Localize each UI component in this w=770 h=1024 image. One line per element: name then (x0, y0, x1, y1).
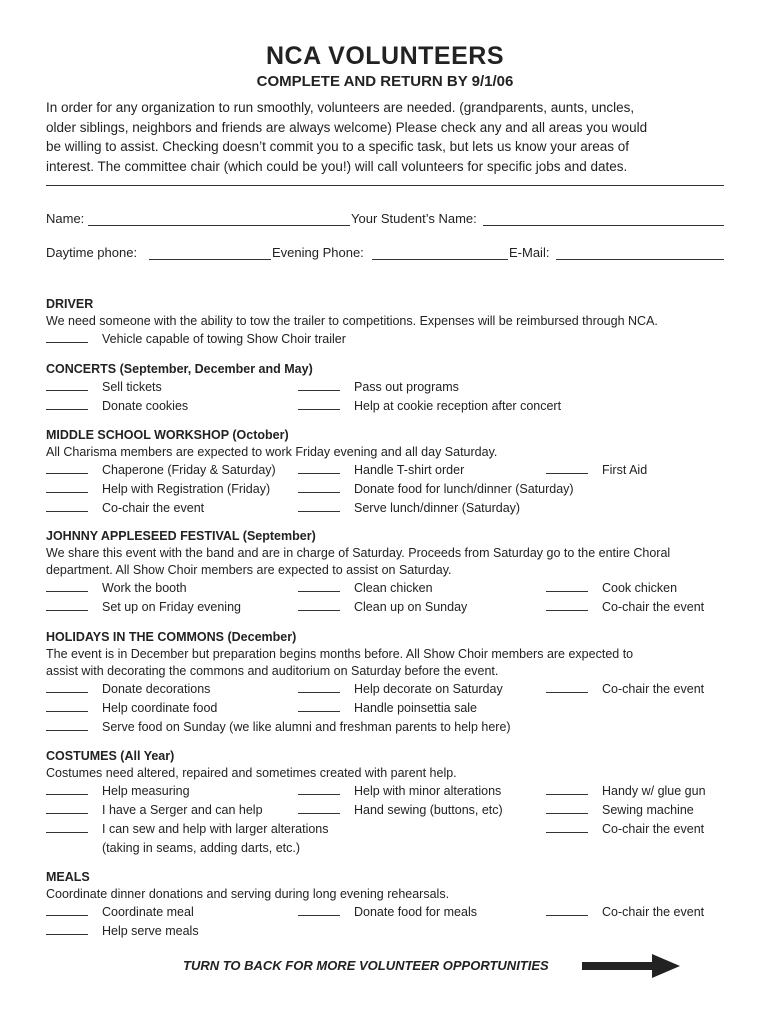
option-row (46, 718, 736, 737)
checkbox-line[interactable] (546, 782, 588, 795)
option-row (46, 903, 736, 922)
option-label: Help decorate on Saturday (354, 682, 503, 696)
checkbox-line[interactable] (546, 579, 588, 592)
option-label: Help serve meals (102, 924, 199, 938)
option-item[interactable] (46, 782, 190, 800)
option-item[interactable] (546, 579, 677, 597)
option-label: Clean up on Sunday (354, 600, 468, 614)
option-continuation: (taking in seams, adding darts, etc.) (102, 841, 301, 855)
option-label: Co-chair the event (102, 501, 205, 515)
option-label: Hand sewing (buttons, etc) (354, 803, 503, 817)
intro-paragraph (46, 98, 736, 176)
section-description: Costumes need altered, repaired and sometimes created with parent help. (46, 766, 457, 780)
checkbox-line[interactable] (46, 461, 88, 474)
option-item[interactable] (298, 699, 477, 717)
option-label: Help with minor alterations (354, 784, 502, 798)
option-label: Help coordinate food (102, 701, 218, 715)
section-concerts (46, 361, 736, 416)
right-arrow-icon (582, 954, 682, 983)
option-label: Chaperone (Friday & Saturday) (102, 463, 276, 477)
student-name-label: Your Student’s Name: (351, 211, 477, 226)
section-meals (46, 869, 736, 941)
checkbox-line[interactable] (298, 598, 340, 611)
option-item[interactable] (298, 598, 467, 616)
checkbox-line[interactable] (46, 699, 88, 712)
option-label: Help measuring (102, 784, 190, 798)
section-title: COSTUMES (All Year) (46, 749, 175, 763)
section-description: Coordinate dinner donations and serving during long evening rehearsals. (46, 887, 450, 901)
option-label: Serve food on Sunday (we like alumni and freshman parents to help here) (102, 720, 511, 734)
option-item[interactable] (298, 461, 464, 479)
section-description: department. All Show Choir members are expected to assist on Saturday. (46, 563, 452, 577)
option-label: Co-chair the event (602, 682, 705, 696)
checkbox-line[interactable] (546, 903, 588, 916)
section-title: JOHNNY APPLESEED FESTIVAL (September) (46, 529, 316, 543)
section-title: DRIVER (46, 297, 94, 311)
option-item[interactable] (46, 378, 162, 396)
evening-phone-label: Evening Phone: (272, 245, 364, 260)
option-label: Handle poinsettia sale (354, 701, 477, 715)
page-title: NCA VOLUNTEERS (265, 42, 505, 70)
intro-line: older siblings, neighbors and friends are always welcome) Please check any and all areas you would (46, 119, 648, 135)
option-label: Co-chair the event (602, 822, 705, 836)
checkbox-line[interactable] (46, 480, 88, 493)
checkbox-line[interactable] (298, 461, 340, 474)
page-subtitle: COMPLETE AND RETURN BY 9/1/06 (256, 73, 514, 90)
option-label: Handy w/ glue gun (602, 784, 706, 798)
checkbox-line[interactable] (298, 499, 340, 512)
checkbox-line[interactable] (46, 598, 88, 611)
option-label: Serve lunch/dinner (Saturday) (354, 501, 521, 515)
option-item[interactable] (46, 922, 199, 940)
option-row (46, 820, 736, 839)
section-description: We need someone with the ability to tow the trailer to competitions. Expenses will be reimbursed through NCA. (46, 314, 658, 328)
checkbox-line[interactable] (46, 801, 88, 814)
checkbox-line[interactable] (298, 579, 340, 592)
option-item[interactable] (546, 820, 704, 838)
option-label: Donate cookies (102, 399, 189, 413)
option-item[interactable] (46, 598, 241, 616)
option-label: I can sew and help with larger alterations (102, 822, 329, 836)
option-item[interactable] (46, 903, 194, 921)
checkbox-line[interactable] (546, 680, 588, 693)
section-driver (46, 296, 736, 349)
option-item[interactable] (46, 699, 217, 717)
section-middle-school-workshop (46, 427, 736, 518)
name-label: Name: (46, 211, 85, 226)
option-row (46, 782, 736, 801)
intro-line: interest. The committee chair (which could be you!) will call volunteers for specific jobs and dates. (46, 158, 628, 174)
option-item[interactable] (46, 397, 188, 415)
option-item[interactable] (298, 782, 501, 800)
section-johnny-appleseed (46, 528, 736, 617)
section-description: assist with decorating the commons and auditorium on Saturday before the event. (46, 664, 499, 678)
option-row (46, 598, 736, 617)
option-row (46, 680, 736, 699)
option-row (46, 801, 736, 820)
divider-line (46, 185, 724, 186)
name-field[interactable] (88, 225, 350, 226)
option-item[interactable] (46, 820, 329, 838)
checkbox-line[interactable] (298, 680, 340, 693)
email-field[interactable] (556, 259, 724, 260)
section-title: CONCERTS (September, December and May) (46, 362, 313, 376)
student-name-field[interactable] (483, 225, 724, 226)
checkbox-line[interactable] (46, 820, 88, 833)
option-item[interactable] (46, 461, 276, 479)
section-title: HOLIDAYS IN THE COMMONS (December) (46, 630, 297, 644)
option-item[interactable] (298, 680, 503, 698)
option-row (46, 397, 736, 416)
option-label: Donate food for meals (354, 905, 477, 919)
checkbox-line[interactable] (46, 782, 88, 795)
option-label: Co-chair the event (602, 905, 705, 919)
checkbox-line[interactable] (298, 480, 340, 493)
option-label: Set up on Friday evening (102, 600, 241, 614)
checkbox-line[interactable] (46, 579, 88, 592)
checkbox-line[interactable] (46, 903, 88, 916)
option-item[interactable] (46, 330, 346, 348)
option-item[interactable] (546, 461, 647, 479)
option-row (46, 330, 736, 349)
phone-row (46, 245, 726, 263)
option-item[interactable] (298, 378, 459, 396)
checkbox-line[interactable] (46, 378, 88, 391)
option-item[interactable] (546, 680, 704, 698)
option-label: Sewing machine (602, 803, 694, 817)
option-label: Cook chicken (602, 581, 678, 595)
option-item[interactable] (546, 598, 704, 616)
option-item[interactable] (46, 680, 210, 698)
option-item[interactable] (298, 801, 503, 819)
option-label: Help with Registration (Friday) (102, 482, 271, 496)
intro-line: be willing to assist. Checking doesn’t commit you to a specific task, but lets us know your areas of (46, 139, 630, 154)
email-label: E-Mail: (509, 245, 550, 260)
daytime-phone-label: Daytime phone: (46, 245, 138, 260)
name-row (46, 211, 726, 229)
option-item[interactable] (46, 480, 270, 498)
option-item[interactable] (46, 718, 511, 736)
option-label: Handle T-shirt order (354, 463, 465, 477)
checkbox-line[interactable] (546, 598, 588, 611)
option-label: Clean chicken (354, 581, 433, 595)
option-row (46, 461, 736, 480)
checkbox-line[interactable] (546, 801, 588, 814)
section-description: We share this event with the band and are in charge of Saturday. Proceeds from Saturday go to the entire Choral (46, 546, 671, 560)
option-row (46, 480, 736, 499)
option-item[interactable] (46, 499, 204, 517)
checkbox-line[interactable] (46, 680, 88, 693)
option-label: Sell tickets (102, 380, 162, 394)
option-item[interactable] (46, 579, 187, 597)
option-label: Help at cookie reception after concert (354, 399, 562, 413)
checkbox-line[interactable] (298, 782, 340, 795)
checkbox-line[interactable] (46, 718, 88, 731)
checkbox-line[interactable] (298, 397, 340, 410)
option-item[interactable] (546, 782, 706, 800)
section-title: MEALS (46, 870, 90, 884)
checkbox-line[interactable] (46, 330, 88, 343)
option-label: Pass out programs (354, 380, 459, 394)
intro-line: In order for any organization to run smoothly, volunteers are needed. (grandparents, aunts, uncles, (46, 100, 635, 115)
option-label: Donate decorations (102, 682, 211, 696)
checkbox-line[interactable] (298, 699, 340, 712)
checkbox-line[interactable] (46, 499, 88, 512)
section-description: All Charisma members are expected to work Friday evening and all day Saturday. (46, 445, 498, 459)
option-label: Co-chair the event (602, 600, 705, 614)
option-item[interactable] (298, 903, 477, 921)
option-label: First Aid (602, 463, 648, 477)
checkbox-line[interactable] (546, 820, 588, 833)
option-row (46, 378, 736, 397)
option-item[interactable] (298, 579, 433, 597)
option-item[interactable] (298, 499, 520, 517)
option-row (46, 699, 736, 718)
option-item[interactable] (546, 903, 704, 921)
checkbox-line[interactable] (298, 378, 340, 391)
option-row (46, 579, 736, 598)
checkbox-line[interactable] (298, 801, 340, 814)
option-label: Donate food for lunch/dinner (Saturday) (354, 482, 574, 496)
section-costumes (46, 748, 736, 857)
section-title: MIDDLE SCHOOL WORKSHOP (October) (46, 428, 289, 442)
option-label: Coordinate meal (102, 905, 194, 919)
checkbox-line[interactable] (298, 903, 340, 916)
option-row (46, 922, 736, 941)
checkbox-line[interactable] (546, 461, 588, 474)
section-description: The event is in December but preparation begins months before. All Show Choir members are expected to (46, 647, 634, 661)
option-label: I have a Serger and can help (102, 803, 263, 817)
checkbox-line[interactable] (46, 922, 88, 935)
daytime-phone-field[interactable] (149, 259, 271, 260)
option-item[interactable] (546, 801, 694, 819)
section-holidays-in-the-commons (46, 629, 736, 737)
option-row (46, 499, 736, 518)
option-item[interactable] (298, 480, 574, 498)
evening-phone-field[interactable] (372, 259, 508, 260)
footer-note: TURN TO BACK FOR MORE VOLUNTEER OPPORTUNITIES (183, 958, 549, 973)
option-label: Work the booth (102, 581, 187, 595)
option-item[interactable] (298, 397, 561, 415)
option-item[interactable] (46, 801, 263, 819)
option-label: Vehicle capable of towing Show Choir trailer (102, 332, 346, 346)
checkbox-line[interactable] (46, 397, 88, 410)
